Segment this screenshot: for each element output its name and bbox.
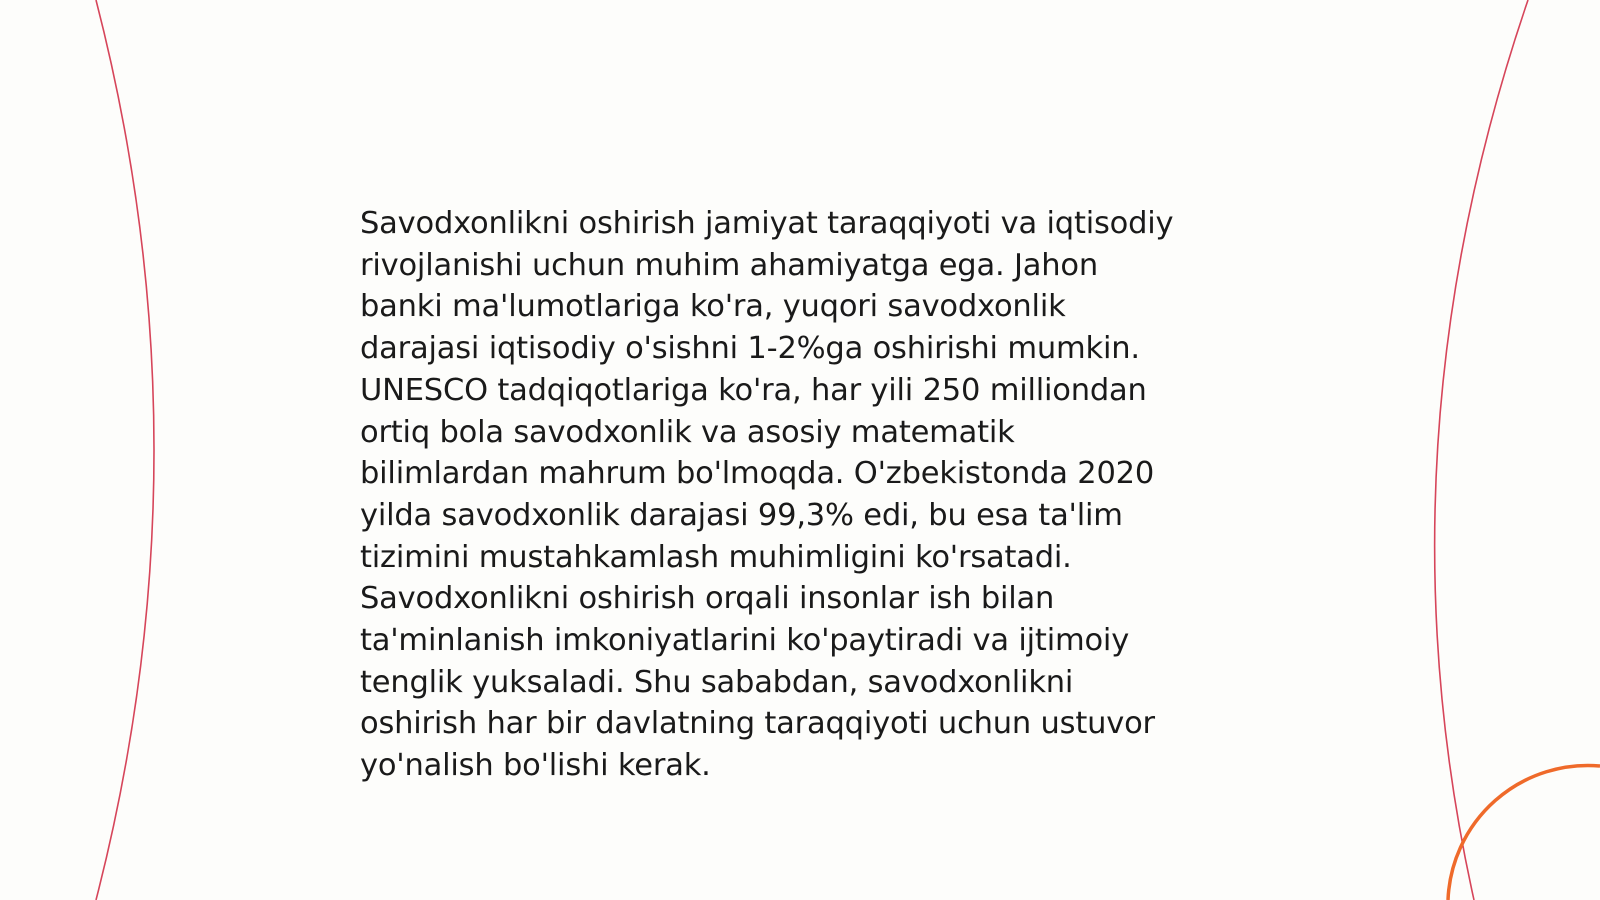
paragraph-line: ortiq bola savodxonlik va asosiy matematik [360,414,1015,450]
paragraph-line: oshirish har bir davlatning taraqqiyoti uchun ustuvor [360,706,1155,742]
paragraph-line: Savodxonlikni oshirish jamiyat taraqqiyoti va iqtisodiy [360,206,1174,241]
paragraph-line: yilda savodxonlik darajasi 99,3% edi, bu esa ta'lim [360,497,1123,533]
paragraph-line: ta'minlanish imkoniyatlarini ko'paytiradi va ijtimoiy [360,623,1130,659]
paragraph-line: tenglik yuksaladi. Shu sababdan, savodxonlikni [360,664,1074,700]
orange-accent-arc [1448,765,1600,900]
paragraph-line: UNESCO tadqiqotlariga ko'ra, har yili 250 milliondan [360,372,1147,408]
right-curve-line [1435,0,1528,900]
paragraph-line: Savodxonlikni oshirish orqali insonlar ish bilan [360,581,1055,617]
paragraph-line: rivojlanishi uchun muhim ahamiyatga ega. Jahon [360,247,1098,283]
paragraph-line: banki ma'lumotlariga ko'ra, yuqori savodxonlik [360,289,1066,325]
body-paragraph [360,203,1240,787]
left-curve-line [96,0,154,900]
paragraph-line: bilimlardan mahrum bo'lmoqda. O'zbekistonda 2020 [360,456,1155,492]
paragraph-line: tizimini mustahkamlash muhimligini ko'rsatadi. [360,539,1072,575]
paragraph-line: yo'nalish bo'lishi kerak. [360,748,711,784]
paragraph-line: darajasi iqtisodiy o'sishni 1-2%ga oshirishi mumkin. [360,331,1140,367]
